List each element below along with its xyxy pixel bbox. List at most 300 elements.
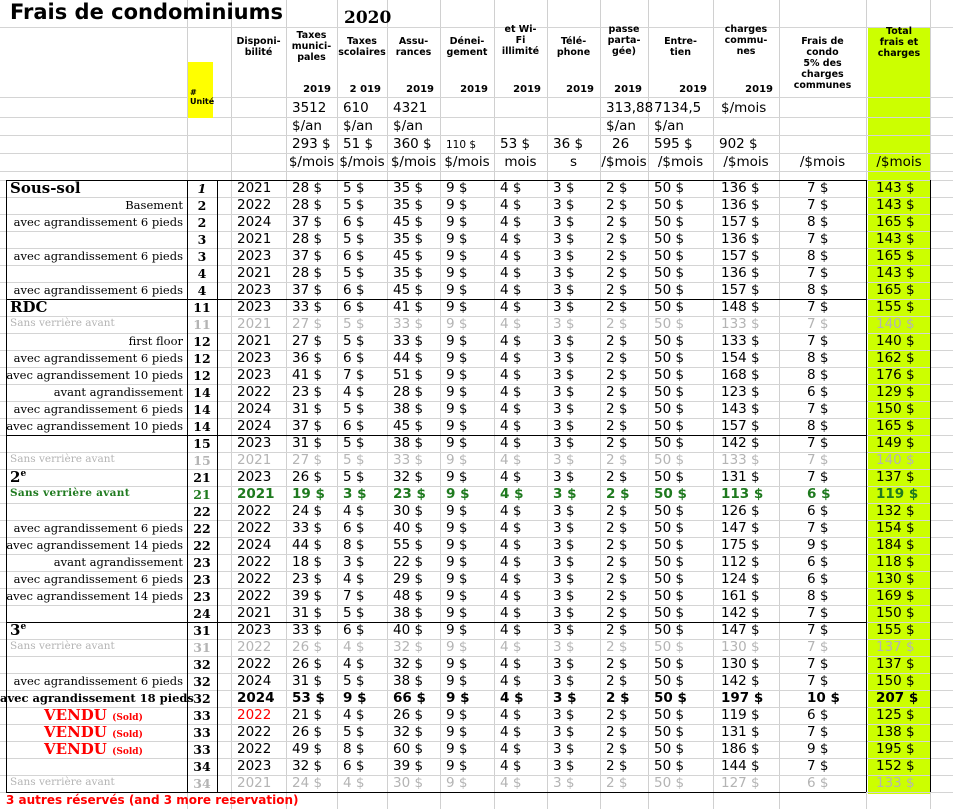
cell-entretien[interactable]: 50 $ (654, 775, 685, 791)
cell-total[interactable]: 169 $ (876, 588, 915, 604)
cell-total[interactable]: 149 $ (876, 435, 915, 451)
cell-taxes_mun[interactable]: 41 $ (292, 367, 323, 383)
cell-taxes_mun[interactable]: 26 $ (292, 639, 323, 655)
cell-taxes_sco[interactable]: 5 $ (343, 469, 365, 485)
cell-frais[interactable]: 7 $ (807, 724, 829, 740)
cell-assur[interactable]: 30 $ (393, 503, 424, 519)
cell-passe[interactable]: 2 $ (606, 350, 628, 366)
cell-charges[interactable]: 142 $ (721, 605, 760, 621)
cell-passe[interactable]: 2 $ (606, 469, 628, 485)
cell-passe[interactable]: 2 $ (606, 520, 628, 536)
cell-taxes_sco[interactable]: 5 $ (343, 265, 365, 281)
cell-entretien[interactable]: 50 $ (654, 299, 685, 315)
cell-wifi[interactable]: 4 $ (500, 690, 524, 706)
cell-deneig[interactable]: 9 $ (446, 180, 468, 196)
cell-deneig[interactable]: 9 $ (446, 571, 468, 587)
cell-taxes_sco[interactable]: 5 $ (343, 180, 365, 196)
cell-dispo[interactable]: 2024 (237, 673, 272, 689)
cell-charges[interactable]: 136 $ (721, 231, 760, 247)
cell-entretien[interactable]: 50 $ (654, 469, 685, 485)
cell-frais[interactable]: 7 $ (807, 605, 829, 621)
cell-total[interactable]: 133 $ (876, 775, 915, 791)
cell-dispo[interactable]: 2022 (237, 571, 272, 587)
cell-taxes_sco[interactable]: 6 $ (343, 299, 365, 315)
cell-wifi[interactable]: 4 $ (500, 350, 522, 366)
cell-entretien[interactable]: 50 $ (654, 265, 685, 281)
cell-total[interactable]: 150 $ (876, 605, 915, 621)
cell-taxes_sco[interactable]: 8 $ (343, 741, 365, 757)
cell-passe[interactable]: 2 $ (606, 673, 628, 689)
cell-taxes_mun[interactable]: 28 $ (292, 231, 323, 247)
cell-assur[interactable]: 33 $ (393, 316, 424, 332)
cell-assur[interactable]: 45 $ (393, 282, 424, 298)
cell-tel[interactable]: 3 $ (553, 469, 575, 485)
cell-tel[interactable]: 3 $ (553, 384, 575, 400)
cell-dispo[interactable]: 2021 (237, 775, 272, 791)
cell-charges[interactable]: 157 $ (721, 248, 760, 264)
cell-total[interactable]: 165 $ (876, 248, 915, 264)
cell-wifi[interactable]: 4 $ (500, 673, 522, 689)
cell-tel[interactable]: 3 $ (553, 418, 575, 434)
cell-tel[interactable]: 3 $ (553, 214, 575, 230)
cell-frais[interactable]: 6 $ (807, 503, 829, 519)
cell-wifi[interactable]: 4 $ (500, 503, 522, 519)
cell-taxes_mun[interactable]: 33 $ (292, 520, 323, 536)
cell-taxes_sco[interactable]: 7 $ (343, 588, 365, 604)
cell-passe[interactable]: 2 $ (606, 775, 628, 791)
cell-total[interactable]: 137 $ (876, 469, 915, 485)
cell-dispo[interactable]: 2021 (237, 605, 272, 621)
cell-taxes_sco[interactable]: 4 $ (343, 503, 365, 519)
cell-tel[interactable]: 3 $ (553, 690, 577, 706)
cell-charges[interactable]: 186 $ (721, 741, 760, 757)
cell-assur[interactable]: 29 $ (393, 571, 424, 587)
cell-assur[interactable]: 26 $ (393, 707, 424, 723)
cell-dispo[interactable]: 2021 (237, 452, 272, 468)
cell-tel[interactable]: 3 $ (553, 571, 575, 587)
cell-taxes_mun[interactable]: 27 $ (292, 316, 323, 332)
cell-dispo[interactable]: 2021 (237, 231, 272, 247)
cell-dispo[interactable]: 2022 (237, 554, 272, 570)
cell-total[interactable]: 165 $ (876, 214, 915, 230)
cell-charges[interactable]: 136 $ (721, 180, 760, 196)
cell-passe[interactable]: 2 $ (606, 401, 628, 417)
cell-charges[interactable]: 133 $ (721, 316, 760, 332)
cell-charges[interactable]: 127 $ (721, 775, 760, 791)
cell-passe[interactable]: 2 $ (606, 571, 628, 587)
cell-taxes_sco[interactable]: 4 $ (343, 707, 365, 723)
cell-wifi[interactable]: 4 $ (500, 741, 522, 757)
cell-deneig[interactable]: 9 $ (446, 537, 468, 553)
cell-taxes_mun[interactable]: 32 $ (292, 758, 323, 774)
cell-entretien[interactable]: 50 $ (654, 452, 685, 468)
cell-wifi[interactable]: 4 $ (500, 299, 522, 315)
cell-total[interactable]: 165 $ (876, 282, 915, 298)
cell-frais[interactable]: 8 $ (807, 214, 829, 230)
cell-taxes_sco[interactable]: 5 $ (343, 452, 365, 468)
cell-charges[interactable]: 123 $ (721, 384, 760, 400)
cell-entretien[interactable]: 50 $ (654, 418, 685, 434)
cell-entretien[interactable]: 50 $ (654, 197, 685, 213)
cell-assur[interactable]: 30 $ (393, 775, 424, 791)
cell-assur[interactable]: 32 $ (393, 469, 424, 485)
cell-total[interactable]: 155 $ (876, 299, 915, 315)
cell-wifi[interactable]: 4 $ (500, 418, 522, 434)
cell-total[interactable]: 140 $ (876, 333, 915, 349)
cell-taxes_mun[interactable]: 27 $ (292, 333, 323, 349)
cell-frais[interactable]: 7 $ (807, 435, 829, 451)
cell-total[interactable]: 150 $ (876, 401, 915, 417)
cell-assur[interactable]: 35 $ (393, 231, 424, 247)
cell-tel[interactable]: 3 $ (553, 486, 577, 502)
cell-passe[interactable]: 2 $ (606, 486, 630, 502)
cell-taxes_mun[interactable]: 24 $ (292, 503, 323, 519)
cell-passe[interactable]: 2 $ (606, 367, 628, 383)
cell-deneig[interactable]: 9 $ (446, 282, 468, 298)
cell-assur[interactable]: 45 $ (393, 214, 424, 230)
cell-entretien[interactable]: 50 $ (654, 214, 685, 230)
cell-taxes_sco[interactable]: 6 $ (343, 350, 365, 366)
cell-entretien[interactable]: 50 $ (654, 724, 685, 740)
cell-taxes_mun[interactable]: 53 $ (292, 690, 325, 706)
cell-wifi[interactable]: 4 $ (500, 435, 522, 451)
cell-assur[interactable]: 22 $ (393, 554, 424, 570)
cell-dispo[interactable]: 2022 (237, 707, 272, 723)
cell-total[interactable]: 165 $ (876, 418, 915, 434)
cell-deneig[interactable]: 9 $ (446, 452, 468, 468)
cell-total[interactable]: 125 $ (876, 707, 915, 723)
cell-frais[interactable]: 7 $ (807, 316, 829, 332)
cell-total[interactable]: 184 $ (876, 537, 915, 553)
cell-tel[interactable]: 3 $ (553, 622, 575, 638)
cell-taxes_mun[interactable]: 26 $ (292, 724, 323, 740)
cell-taxes_sco[interactable]: 6 $ (343, 248, 365, 264)
cell-deneig[interactable]: 9 $ (446, 333, 468, 349)
cell-charges[interactable]: 113 $ (721, 486, 764, 502)
cell-entretien[interactable]: 50 $ (654, 520, 685, 536)
cell-passe[interactable]: 2 $ (606, 435, 628, 451)
cell-taxes_mun[interactable]: 28 $ (292, 265, 323, 281)
cell-assur[interactable]: 33 $ (393, 333, 424, 349)
cell-taxes_mun[interactable]: 33 $ (292, 622, 323, 638)
cell-tel[interactable]: 3 $ (553, 452, 575, 468)
cell-taxes_sco[interactable]: 7 $ (343, 367, 365, 383)
cell-assur[interactable]: 23 $ (393, 486, 426, 502)
cell-assur[interactable]: 33 $ (393, 452, 424, 468)
cell-taxes_mun[interactable]: 37 $ (292, 214, 323, 230)
cell-taxes_mun[interactable]: 28 $ (292, 180, 323, 196)
cell-frais[interactable]: 9 $ (807, 741, 829, 757)
cell-tel[interactable]: 3 $ (553, 316, 575, 332)
cell-deneig[interactable]: 9 $ (446, 588, 468, 604)
cell-assur[interactable]: 60 $ (393, 741, 424, 757)
cell-tel[interactable]: 3 $ (553, 537, 575, 553)
cell-assur[interactable]: 41 $ (393, 299, 424, 315)
cell-frais[interactable]: 8 $ (807, 367, 829, 383)
cell-tel[interactable]: 3 $ (553, 656, 575, 672)
cell-assur[interactable]: 55 $ (393, 537, 424, 553)
cell-total[interactable]: 143 $ (876, 231, 915, 247)
cell-passe[interactable]: 2 $ (606, 656, 628, 672)
cell-entretien[interactable]: 50 $ (654, 741, 685, 757)
cell-charges[interactable]: 133 $ (721, 333, 760, 349)
cell-wifi[interactable]: 4 $ (500, 537, 522, 553)
cell-wifi[interactable]: 4 $ (500, 248, 522, 264)
cell-dispo[interactable]: 2021 (237, 333, 272, 349)
cell-dispo[interactable]: 2023 (237, 282, 272, 298)
cell-wifi[interactable]: 4 $ (500, 214, 522, 230)
cell-charges[interactable]: 136 $ (721, 197, 760, 213)
cell-passe[interactable]: 2 $ (606, 180, 628, 196)
cell-tel[interactable]: 3 $ (553, 775, 575, 791)
cell-dispo[interactable]: 2021 (237, 486, 275, 502)
cell-entretien[interactable]: 50 $ (654, 367, 685, 383)
cell-frais[interactable]: 7 $ (807, 299, 829, 315)
cell-tel[interactable]: 3 $ (553, 707, 575, 723)
cell-assur[interactable]: 38 $ (393, 401, 424, 417)
cell-entretien[interactable]: 50 $ (654, 333, 685, 349)
cell-charges[interactable]: 175 $ (721, 537, 760, 553)
cell-total[interactable]: 140 $ (876, 316, 915, 332)
cell-total[interactable]: 143 $ (876, 265, 915, 281)
cell-taxes_mun[interactable]: 37 $ (292, 248, 323, 264)
cell-entretien[interactable]: 50 $ (654, 384, 685, 400)
cell-frais[interactable]: 7 $ (807, 333, 829, 349)
cell-assur[interactable]: 38 $ (393, 673, 424, 689)
cell-charges[interactable]: 154 $ (721, 350, 760, 366)
cell-taxes_sco[interactable]: 5 $ (343, 673, 365, 689)
cell-taxes_mun[interactable]: 33 $ (292, 299, 323, 315)
cell-wifi[interactable]: 4 $ (500, 452, 522, 468)
cell-total[interactable]: 130 $ (876, 571, 915, 587)
cell-passe[interactable]: 2 $ (606, 384, 628, 400)
cell-assur[interactable]: 39 $ (393, 758, 424, 774)
cell-tel[interactable]: 3 $ (553, 673, 575, 689)
cell-deneig[interactable]: 9 $ (446, 486, 470, 502)
cell-wifi[interactable]: 4 $ (500, 316, 522, 332)
cell-tel[interactable]: 3 $ (553, 248, 575, 264)
cell-dispo[interactable]: 2024 (237, 690, 275, 706)
cell-taxes_mun[interactable]: 27 $ (292, 452, 323, 468)
cell-assur[interactable]: 35 $ (393, 265, 424, 281)
cell-total[interactable]: 140 $ (876, 452, 915, 468)
cell-entretien[interactable]: 50 $ (654, 316, 685, 332)
cell-frais[interactable]: 7 $ (807, 622, 829, 638)
cell-assur[interactable]: 48 $ (393, 588, 424, 604)
cell-passe[interactable]: 2 $ (606, 248, 628, 264)
cell-assur[interactable]: 40 $ (393, 622, 424, 638)
cell-entretien[interactable]: 50 $ (654, 435, 685, 451)
cell-passe[interactable]: 2 $ (606, 605, 628, 621)
cell-frais[interactable]: 8 $ (807, 588, 829, 604)
cell-taxes_sco[interactable]: 8 $ (343, 537, 365, 553)
cell-dispo[interactable]: 2022 (237, 588, 272, 604)
cell-wifi[interactable]: 4 $ (500, 639, 522, 655)
cell-total[interactable]: 152 $ (876, 758, 915, 774)
cell-frais[interactable]: 6 $ (807, 571, 829, 587)
cell-dispo[interactable]: 2023 (237, 435, 272, 451)
cell-taxes_sco[interactable]: 5 $ (343, 724, 365, 740)
cell-wifi[interactable]: 4 $ (500, 571, 522, 587)
cell-passe[interactable]: 2 $ (606, 214, 628, 230)
cell-deneig[interactable]: 9 $ (446, 758, 468, 774)
cell-taxes_sco[interactable]: 6 $ (343, 622, 365, 638)
cell-taxes_mun[interactable]: 18 $ (292, 554, 323, 570)
cell-taxes_sco[interactable]: 6 $ (343, 418, 365, 434)
cell-tel[interactable]: 3 $ (553, 180, 575, 196)
cell-tel[interactable]: 3 $ (553, 503, 575, 519)
cell-wifi[interactable]: 4 $ (500, 486, 524, 502)
cell-taxes_sco[interactable]: 6 $ (343, 214, 365, 230)
cell-passe[interactable]: 2 $ (606, 299, 628, 315)
cell-dispo[interactable]: 2023 (237, 469, 272, 485)
cell-tel[interactable]: 3 $ (553, 401, 575, 417)
cell-passe[interactable]: 2 $ (606, 741, 628, 757)
cell-frais[interactable]: 7 $ (807, 401, 829, 417)
cell-taxes_sco[interactable]: 3 $ (343, 486, 367, 502)
cell-tel[interactable]: 3 $ (553, 554, 575, 570)
cell-entretien[interactable]: 50 $ (654, 656, 685, 672)
cell-taxes_sco[interactable]: 6 $ (343, 758, 365, 774)
cell-assur[interactable]: 32 $ (393, 724, 424, 740)
cell-entretien[interactable]: 50 $ (654, 486, 687, 502)
cell-assur[interactable]: 66 $ (393, 690, 426, 706)
cell-tel[interactable]: 3 $ (553, 299, 575, 315)
cell-frais[interactable]: 8 $ (807, 282, 829, 298)
cell-passe[interactable]: 2 $ (606, 622, 628, 638)
cell-dispo[interactable]: 2023 (237, 622, 272, 638)
cell-passe[interactable]: 2 $ (606, 316, 628, 332)
cell-taxes_mun[interactable]: 21 $ (292, 707, 323, 723)
cell-frais[interactable]: 7 $ (807, 197, 829, 213)
cell-tel[interactable]: 3 $ (553, 605, 575, 621)
cell-entretien[interactable]: 50 $ (654, 231, 685, 247)
cell-deneig[interactable]: 9 $ (446, 367, 468, 383)
cell-charges[interactable]: 142 $ (721, 673, 760, 689)
cell-passe[interactable]: 2 $ (606, 724, 628, 740)
cell-taxes_sco[interactable]: 6 $ (343, 282, 365, 298)
cell-deneig[interactable]: 9 $ (446, 197, 468, 213)
cell-taxes_mun[interactable]: 31 $ (292, 605, 323, 621)
cell-frais[interactable]: 7 $ (807, 265, 829, 281)
cell-charges[interactable]: 161 $ (721, 588, 760, 604)
cell-taxes_mun[interactable]: 19 $ (292, 486, 325, 502)
cell-entretien[interactable]: 50 $ (654, 554, 685, 570)
cell-passe[interactable]: 2 $ (606, 588, 628, 604)
cell-taxes_mun[interactable]: 31 $ (292, 673, 323, 689)
cell-dispo[interactable]: 2021 (237, 316, 272, 332)
cell-charges[interactable]: 124 $ (721, 571, 760, 587)
cell-charges[interactable]: 130 $ (721, 639, 760, 655)
cell-deneig[interactable]: 9 $ (446, 724, 468, 740)
cell-charges[interactable]: 143 $ (721, 401, 760, 417)
cell-tel[interactable]: 3 $ (553, 231, 575, 247)
cell-entretien[interactable]: 50 $ (654, 571, 685, 587)
cell-passe[interactable]: 2 $ (606, 503, 628, 519)
cell-taxes_sco[interactable]: 5 $ (343, 197, 365, 213)
cell-passe[interactable]: 2 $ (606, 282, 628, 298)
cell-assur[interactable]: 38 $ (393, 605, 424, 621)
cell-taxes_sco[interactable]: 5 $ (343, 401, 365, 417)
cell-dispo[interactable]: 2023 (237, 248, 272, 264)
cell-wifi[interactable]: 4 $ (500, 554, 522, 570)
cell-passe[interactable]: 2 $ (606, 231, 628, 247)
cell-total[interactable]: 119 $ (876, 486, 919, 502)
cell-wifi[interactable]: 4 $ (500, 282, 522, 298)
cell-total[interactable]: 118 $ (876, 554, 915, 570)
cell-frais[interactable]: 7 $ (807, 520, 829, 536)
cell-taxes_mun[interactable]: 36 $ (292, 350, 323, 366)
cell-dispo[interactable]: 2022 (237, 639, 272, 655)
cell-deneig[interactable]: 9 $ (446, 520, 468, 536)
cell-assur[interactable]: 44 $ (393, 350, 424, 366)
cell-dispo[interactable]: 2021 (237, 265, 272, 281)
cell-frais[interactable]: 6 $ (807, 707, 829, 723)
cell-assur[interactable]: 51 $ (393, 367, 424, 383)
cell-entretien[interactable]: 50 $ (654, 690, 687, 706)
cell-taxes_sco[interactable]: 4 $ (343, 656, 365, 672)
cell-passe[interactable]: 2 $ (606, 265, 628, 281)
cell-taxes_mun[interactable]: 37 $ (292, 282, 323, 298)
cell-entretien[interactable]: 50 $ (654, 673, 685, 689)
cell-frais[interactable]: 8 $ (807, 248, 829, 264)
cell-passe[interactable]: 2 $ (606, 707, 628, 723)
cell-frais[interactable]: 6 $ (807, 554, 829, 570)
cell-wifi[interactable]: 4 $ (500, 333, 522, 349)
cell-frais[interactable]: 7 $ (807, 673, 829, 689)
cell-frais[interactable]: 9 $ (807, 537, 829, 553)
cell-total[interactable]: 176 $ (876, 367, 915, 383)
cell-charges[interactable]: 131 $ (721, 724, 760, 740)
cell-taxes_mun[interactable]: 23 $ (292, 384, 323, 400)
cell-tel[interactable]: 3 $ (553, 333, 575, 349)
cell-charges[interactable]: 112 $ (721, 554, 760, 570)
cell-tel[interactable]: 3 $ (553, 639, 575, 655)
cell-dispo[interactable]: 2022 (237, 197, 272, 213)
cell-wifi[interactable]: 4 $ (500, 384, 522, 400)
cell-tel[interactable]: 3 $ (553, 197, 575, 213)
cell-passe[interactable]: 2 $ (606, 758, 628, 774)
cell-dispo[interactable]: 2024 (237, 401, 272, 417)
cell-charges[interactable]: 130 $ (721, 656, 760, 672)
cell-wifi[interactable]: 4 $ (500, 180, 522, 196)
cell-passe[interactable]: 2 $ (606, 639, 628, 655)
cell-taxes_mun[interactable]: 24 $ (292, 775, 323, 791)
cell-taxes_mun[interactable]: 49 $ (292, 741, 323, 757)
cell-entretien[interactable]: 50 $ (654, 282, 685, 298)
cell-frais[interactable]: 7 $ (807, 469, 829, 485)
cell-deneig[interactable]: 9 $ (446, 248, 468, 264)
cell-taxes_sco[interactable]: 3 $ (343, 554, 365, 570)
cell-charges[interactable]: 133 $ (721, 452, 760, 468)
cell-entretien[interactable]: 50 $ (654, 639, 685, 655)
cell-total[interactable]: 132 $ (876, 503, 915, 519)
cell-entretien[interactable]: 50 $ (654, 503, 685, 519)
cell-taxes_sco[interactable]: 4 $ (343, 775, 365, 791)
cell-entretien[interactable]: 50 $ (654, 350, 685, 366)
cell-frais[interactable]: 8 $ (807, 350, 829, 366)
cell-assur[interactable]: 28 $ (393, 384, 424, 400)
cell-assur[interactable]: 32 $ (393, 639, 424, 655)
cell-charges[interactable]: 147 $ (721, 520, 760, 536)
cell-deneig[interactable]: 9 $ (446, 707, 468, 723)
cell-wifi[interactable]: 4 $ (500, 724, 522, 740)
cell-wifi[interactable]: 4 $ (500, 758, 522, 774)
cell-charges[interactable]: 168 $ (721, 367, 760, 383)
cell-dispo[interactable]: 2022 (237, 384, 272, 400)
cell-passe[interactable]: 2 $ (606, 537, 628, 553)
cell-total[interactable]: 138 $ (876, 724, 915, 740)
